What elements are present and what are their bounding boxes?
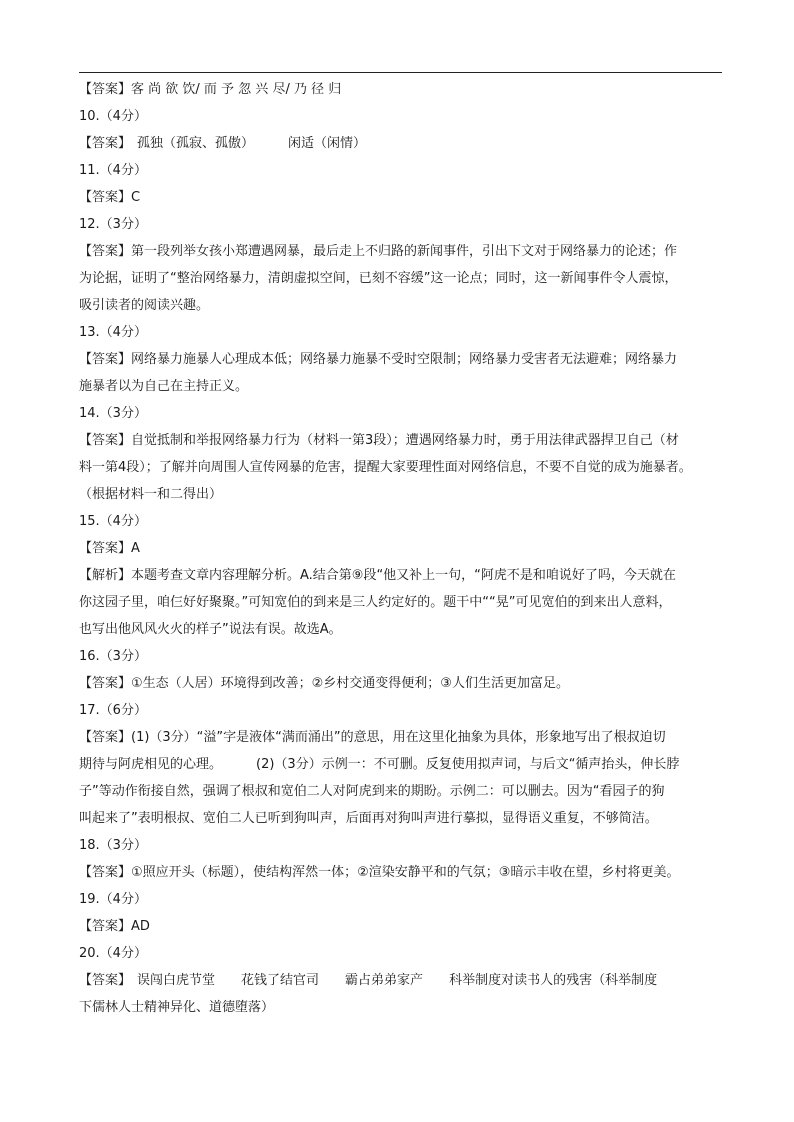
analysis-line-q15: 【解析】本题考查文章内容理解分析。A.结合第⑨段“他又补上一句，“阿虎不是和咱说好了吗，今天就在 <box>79 568 676 583</box>
header-rule <box>79 72 722 73</box>
question-number-q10: 10.（4分） <box>79 109 147 124</box>
answer-line-q20: 下儒林人士精神异化、道德堕落） <box>79 1000 275 1015</box>
answer-line-q14: 料一第4段）；了解并向周围人宣传网暴的危害，提醒大家要理性面对网络信息，不要不自觉的成为施暴者。 <box>79 460 692 475</box>
answer-part: 孤独（孤寂、孤傲） <box>137 136 255 151</box>
question-number-q12: 12.（3分） <box>79 217 147 232</box>
answer-part: 科举制度对读书人的残害（科举制度 <box>449 973 658 988</box>
answer-tag: 【答案】 <box>79 136 132 151</box>
question-number-q17: 17.（6分） <box>79 703 147 718</box>
answer-line-q9: 【答案】客 尚 欲 饮/ 而 予 忽 兴 尽/ 乃 径 归 <box>79 82 342 97</box>
answer-line-q13: 【答案】网络暴力施暴人心理成本低；网络暴力施暴不受时空限制；网络暴力受害者无法避难；网络暴力 <box>79 352 678 367</box>
answer-line-q10 <box>79 130 724 157</box>
answer-part: 误闯白虎节堂 <box>137 973 216 988</box>
answer-part: 花钱了结官司 <box>241 973 320 988</box>
answer-line-q15: 【答案】A <box>79 541 140 556</box>
answer-line-q14: 【答案】自觉抵制和举报网络暴力行为（材料一第3段）；遭遇网络暴力时，勇于用法律武器捍卫自己（材 <box>79 433 679 448</box>
answer-line-q11: 【答案】C <box>79 190 141 205</box>
answer-part: 霸占弟弟家产 <box>345 973 424 988</box>
answer-line-q13: 施暴者以为自己在主持正义。 <box>79 379 249 394</box>
question-number-q14: 14.（3分） <box>79 406 147 421</box>
answer-line-q18: 【答案】①照应开头（标题），使结构浑然一体；②渲染安静平和的气氛；③暗示丰收在望，乡村将更美。 <box>79 865 680 880</box>
analysis-line-q15: 你这园子里，咱仨好好聚聚。”可知宽伯的到来是三人约定好的。题干中““晃”可见宽伯的到来出人意料， <box>79 595 672 610</box>
question-number-q16: 16.（3分） <box>79 649 147 664</box>
answer-line-q17: 叫起来了”表明根叔、宽伯二人已听到狗叫声，后面再对狗叫声进行摹拟，显得语义重复，不够简洁。 <box>79 811 658 826</box>
answer-line-q16: 【答案】①生态（人居）环境得到改善；②乡村交通变得便利；③人们生活更加富足。 <box>79 676 569 691</box>
question-number-q13: 13.（4分） <box>79 325 147 340</box>
question-number-q18: 18.（3分） <box>79 838 147 853</box>
question-number-q20: 20.（4分） <box>79 946 147 961</box>
answer-line-q12: 吸引读者的阅读兴趣。 <box>79 298 210 313</box>
answer-line-q12: 为论据，证明了“整治网络暴力，清朗虚拟空间，已刻不容缓”这一论点；同时，这一新闻事件令人震惊， <box>79 271 678 286</box>
answer-part: 闲适（闲情） <box>288 136 367 151</box>
answer-tag: 【答案】 <box>79 973 132 988</box>
answer-line-q14: （根据材料一和二得出） <box>79 487 223 502</box>
analysis-line-q15: 也写出他风风火火的样子”说法有误。故选A。 <box>79 622 342 637</box>
answer-line-q17 <box>79 751 724 778</box>
answer-line-q17: 子”等动作衔接自然，强调了根叔和宽伯二人对阿虎到来的期盼。示例二：可以删去。因为“看园子的狗 <box>79 784 665 799</box>
answer-key-content <box>79 76 724 1021</box>
answer-part: 期待与阿虎相见的心理。 <box>79 757 223 772</box>
answer-line-q12: 【答案】第一段列举女孩小郑遭遇网暴，最后走上不归路的新闻事件，引出下文对于网络暴力的论述；作 <box>79 244 678 259</box>
question-number-q15: 15.（4分） <box>79 514 147 529</box>
answer-line-q20 <box>79 967 724 994</box>
question-number-q11: 11.（4分） <box>79 163 147 178</box>
answer-line-q19: 【答案】AD <box>79 919 150 934</box>
question-number-q19: 19.（4分） <box>79 892 147 907</box>
answer-part: (2)（3分）示例一：不可删。反复使用拟声词，与后文“循声抬头，伸长脖 <box>256 757 680 772</box>
answer-line-q17: 【答案】(1)（3分）“溢”字是液体“满而涌出”的意思，用在这里化抽象为具体，形象地写出了根叔迫切 <box>79 730 666 745</box>
